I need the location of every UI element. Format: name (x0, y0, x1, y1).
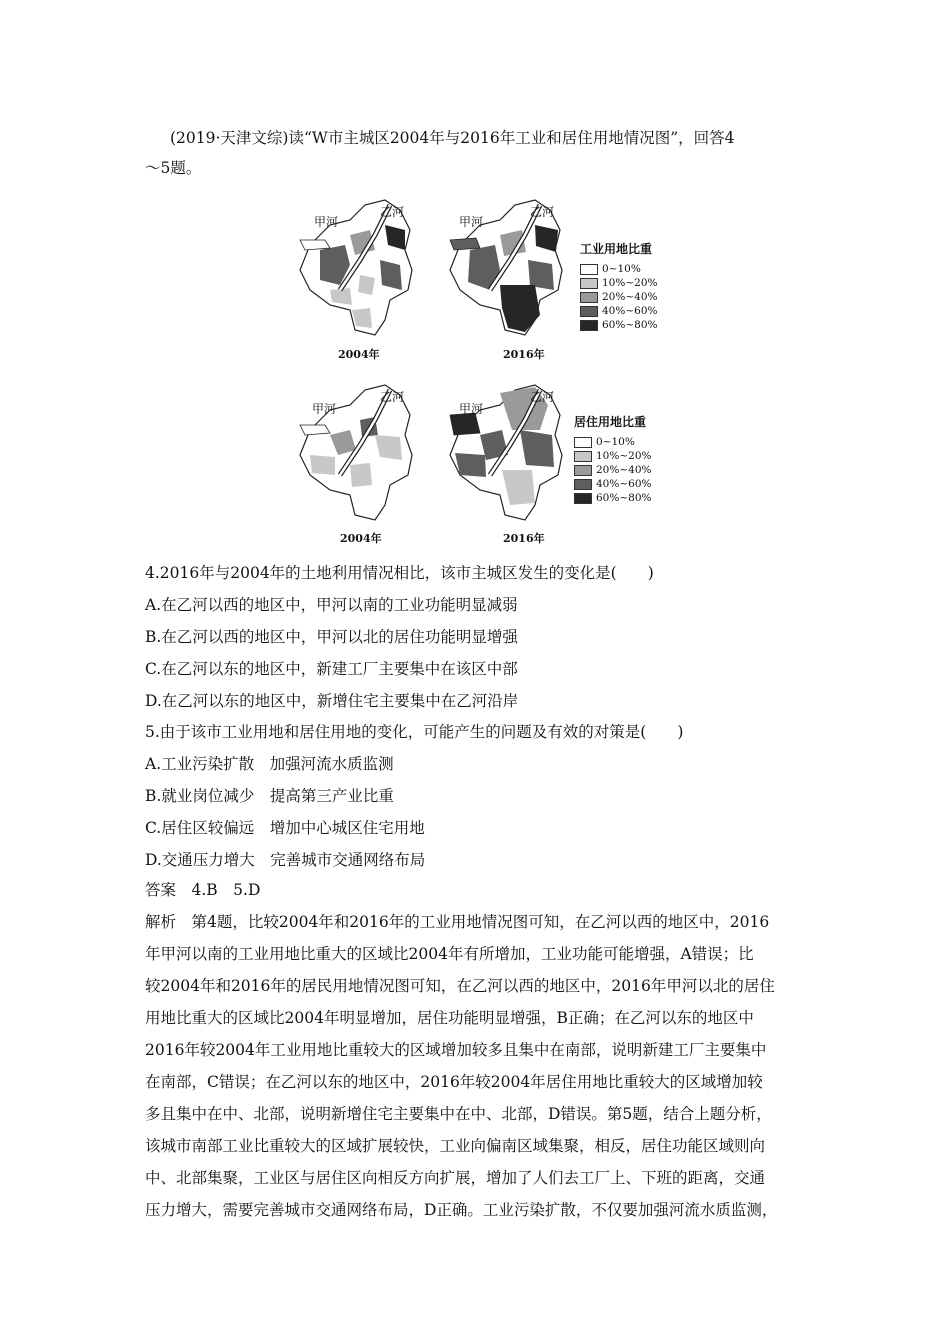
question-5-stem: 5.由于该市工业用地和居住用地的变化，可能产生的问题及有效的对策是( ) (145, 723, 684, 741)
legend-title: 工业用地比重 (580, 242, 653, 256)
map-residential-2004 (290, 375, 430, 525)
analysis-line: 较2004年和2016年的居民用地情况图可知，在乙河以西的地区中，2016年甲河以北的居住 (145, 977, 775, 995)
map-year-label: 2004年 (338, 348, 380, 361)
map-year-label: 2004年 (340, 532, 382, 545)
question-5-option-d: D.交通压力增大 完善城市交通网络布局 (145, 851, 426, 869)
question-4-option-a: A.在乙河以西的地区中，甲河以南的工业功能明显减弱 (145, 596, 518, 614)
question-5-option-b: B.就业岗位减少 提高第三产业比重 (145, 787, 394, 805)
answer: 答案 4.B 5.D (145, 881, 261, 899)
map-label-river-a: 甲河 (459, 215, 484, 229)
analysis-line: 该城市南部工业比重较大的区域扩展较快，工业向偏南区域集聚，相反，居住功能区域则向 (145, 1137, 766, 1155)
legend-label: 10%~20% (602, 277, 658, 289)
map-label-river-a: 甲河 (312, 402, 337, 416)
map-industry-2004 (290, 190, 430, 340)
legend-swatch (580, 292, 598, 303)
legend-label: 20%~40% (596, 464, 652, 476)
analysis-line: 中、北部集聚，工业区与居住区向相反方向扩展，增加了人们去工厂上、下班的距离，交通 (145, 1169, 766, 1187)
analysis-line: 2016年较2004年工业用地比重较大的区域增加较多且集中在南部，说明新建工厂主要集中 (145, 1041, 767, 1059)
legend-label: 60%~80% (602, 319, 658, 331)
intro-line-2: ～5题。 (145, 159, 202, 177)
analysis-line: 多且集中在中、北部，说明新增住宅主要集中在中、北部，D错误。第5题，结合上题分析， (145, 1105, 772, 1123)
legend-swatch (580, 278, 598, 289)
legend-item (580, 290, 657, 304)
map-label-river-b: 乙河 (380, 390, 405, 404)
analysis (145, 906, 825, 1226)
legend-item (574, 477, 651, 491)
legend-item (574, 491, 651, 505)
legend-industry (580, 240, 657, 332)
analysis-line: 年甲河以南的工业用地比重大的区域比2004年有所增加，工业功能可能增强，A错误；比 (145, 945, 754, 963)
legend-swatch (580, 320, 598, 331)
legend-swatch (574, 465, 592, 476)
legend-label: 0~10% (602, 263, 641, 275)
question-4-option-d: D.在乙河以东的地区中，新增住宅主要集中在乙河沿岸 (145, 692, 519, 710)
legend-item (574, 449, 651, 463)
question-5-option-c: C.居住区较偏远 增加中心城区住宅用地 (145, 819, 425, 837)
question-5-option-a: A.工业污染扩散 加强河流水质监测 (145, 755, 394, 773)
legend-label: 40%~60% (602, 305, 658, 317)
legend-swatch (574, 479, 592, 490)
legend-item (580, 262, 657, 276)
legend-label: 20%~40% (602, 291, 658, 303)
legend-swatch (574, 493, 592, 504)
legend-residential (574, 413, 651, 505)
map-label-river-a: 甲河 (459, 402, 484, 416)
legend-swatch (574, 437, 592, 448)
legend-swatch (580, 306, 598, 317)
legend-swatch (580, 264, 598, 275)
map-year-label: 2016年 (503, 348, 545, 361)
analysis-line: 解析 第4题，比较2004年和2016年的工业用地情况图可知，在乙河以西的地区中，2016 (145, 913, 770, 931)
analysis-line: 压力增大，需要完善城市交通网络布局，D正确。工业污染扩散，不仅要加强河流水质监测， (145, 1201, 778, 1219)
map-label-river-a: 甲河 (314, 215, 339, 229)
legend-item (580, 304, 657, 318)
legend-label: 60%~80% (596, 492, 652, 504)
legend-item (574, 435, 651, 449)
legend-item (574, 463, 651, 477)
legend-label: 0~10% (596, 436, 635, 448)
question-4-option-c: C.在乙河以东的地区中，新建工厂主要集中在该区中部 (145, 660, 518, 678)
map-label-river-b: 乙河 (380, 205, 405, 219)
map-label-river-b: 乙河 (530, 390, 555, 404)
legend-label: 10%~20% (596, 450, 652, 462)
question-4-option-b: B.在乙河以西的地区中，甲河以北的居住功能明显增强 (145, 628, 518, 646)
analysis-line: 在南部，C错误；在乙河以东的地区中，2016年较2004年居住用地比重较大的区域增加较 (145, 1073, 763, 1091)
analysis-line: 用地比重大的区域比2004年明显增加，居住功能明显增强，B正确；在乙河以东的地区中 (145, 1009, 754, 1027)
legend-label: 40%~60% (596, 478, 652, 490)
question-4-stem: 4.2016年与2004年的土地利用情况相比，该市主城区发生的变化是( ) (145, 564, 654, 582)
map-residential-2016 (440, 375, 580, 525)
legend-item (580, 318, 657, 332)
map-year-label: 2016年 (503, 532, 545, 545)
map-label-river-b: 乙河 (530, 205, 555, 219)
legend-swatch (574, 451, 592, 462)
legend-item (580, 276, 657, 290)
intro-line-1: (2019·天津文综)读“W市主城区2004年与2016年工业和居住用地情况图”，回答4 (170, 129, 735, 147)
legend-title: 居住用地比重 (574, 415, 647, 429)
